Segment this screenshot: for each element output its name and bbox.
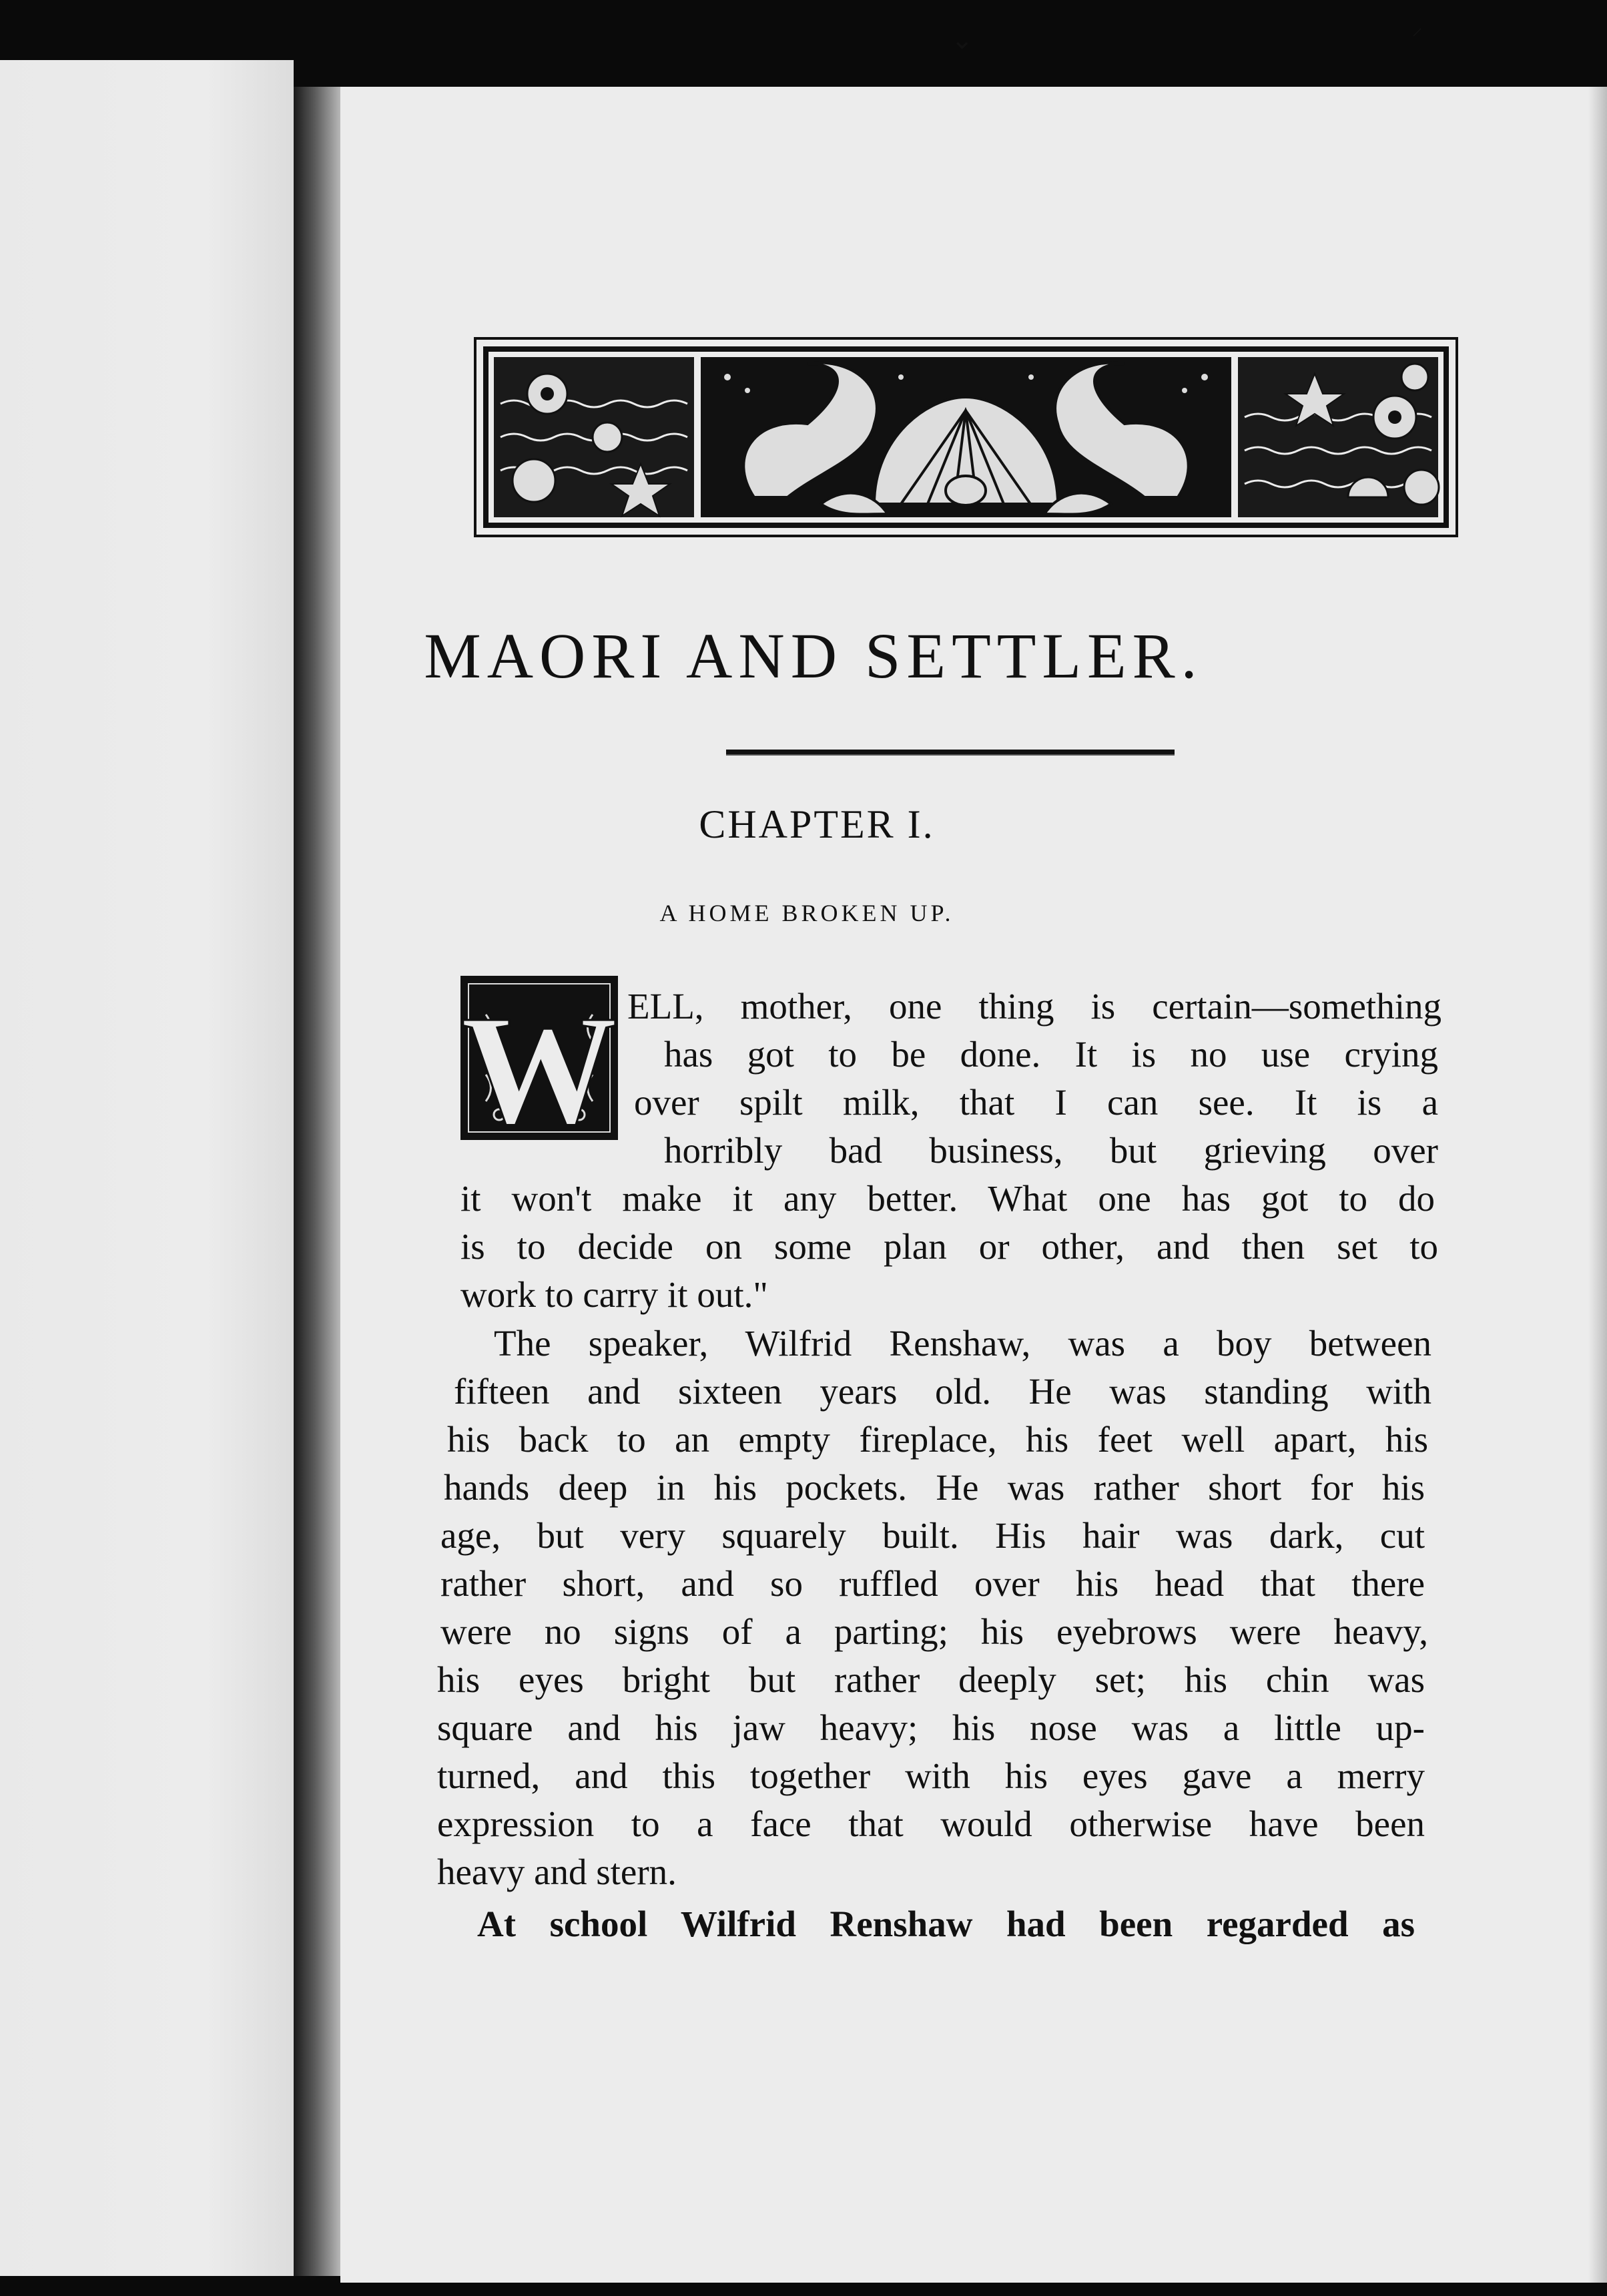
text-line: is to decide on some plan or other, and then set to bbox=[460, 1226, 1438, 1267]
text-line: over spilt milk, that I can see. It is a bbox=[634, 1082, 1438, 1123]
text-line: The speaker, Wilfrid Renshaw, was a boy between bbox=[494, 1323, 1431, 1364]
text-line: expression to a face that would otherwise have been bbox=[437, 1803, 1425, 1844]
text-line: work to carry it out." bbox=[460, 1274, 768, 1315]
text-line: age, but very squarely built. His hair was dark, cut bbox=[440, 1515, 1425, 1556]
scan-speck: ⌄ bbox=[951, 25, 974, 55]
text-line: turned, and this together with his eyes gave a merry bbox=[437, 1755, 1425, 1796]
text-line: hands deep in his pockets. He was rather short for his bbox=[444, 1467, 1425, 1508]
text-line: has got to be done. It is no use crying bbox=[664, 1034, 1438, 1075]
chapter-subtitle: A HOME BROKEN UP. bbox=[659, 900, 954, 926]
text-line: heavy and stern. bbox=[437, 1851, 677, 1892]
text-line: fifteen and sixteen years old. He was standing with bbox=[454, 1371, 1431, 1412]
chapter-heading: CHAPTER I. bbox=[699, 802, 935, 846]
book-title: MAORI AND SETTLER. bbox=[424, 620, 1203, 691]
title-rule bbox=[726, 750, 1175, 756]
text-line: his eyes bright but rather deeply set; his chin was bbox=[437, 1659, 1425, 1700]
drop-cap-letter: W bbox=[460, 983, 618, 1141]
page-edge-shadow bbox=[1588, 87, 1607, 2283]
text-line: his back to an empty fireplace, his feet well apart, his bbox=[447, 1419, 1428, 1460]
text-line: At school Wilfrid Renshaw had been regarded as bbox=[477, 1904, 1415, 1944]
text-line: rather short, and so ruffled over his head that there bbox=[440, 1563, 1425, 1604]
scan-speck: ⸝ bbox=[1411, 15, 1423, 40]
text-line: horribly bad business, but grieving over bbox=[664, 1130, 1438, 1171]
text-line: it won't make it any better. What one has got to do bbox=[460, 1178, 1435, 1219]
text-line: square and his jaw heavy; his nose was a little up- bbox=[437, 1707, 1425, 1748]
left-page bbox=[0, 60, 294, 2276]
text-line: ELL, mother, one thing is certain—something bbox=[627, 986, 1441, 1027]
drop-cap-initial bbox=[459, 974, 619, 1141]
chapter-headpiece-ornament bbox=[474, 337, 1458, 537]
text-line: were no signs of a parting; his eyebrows were heavy, bbox=[440, 1611, 1428, 1652]
